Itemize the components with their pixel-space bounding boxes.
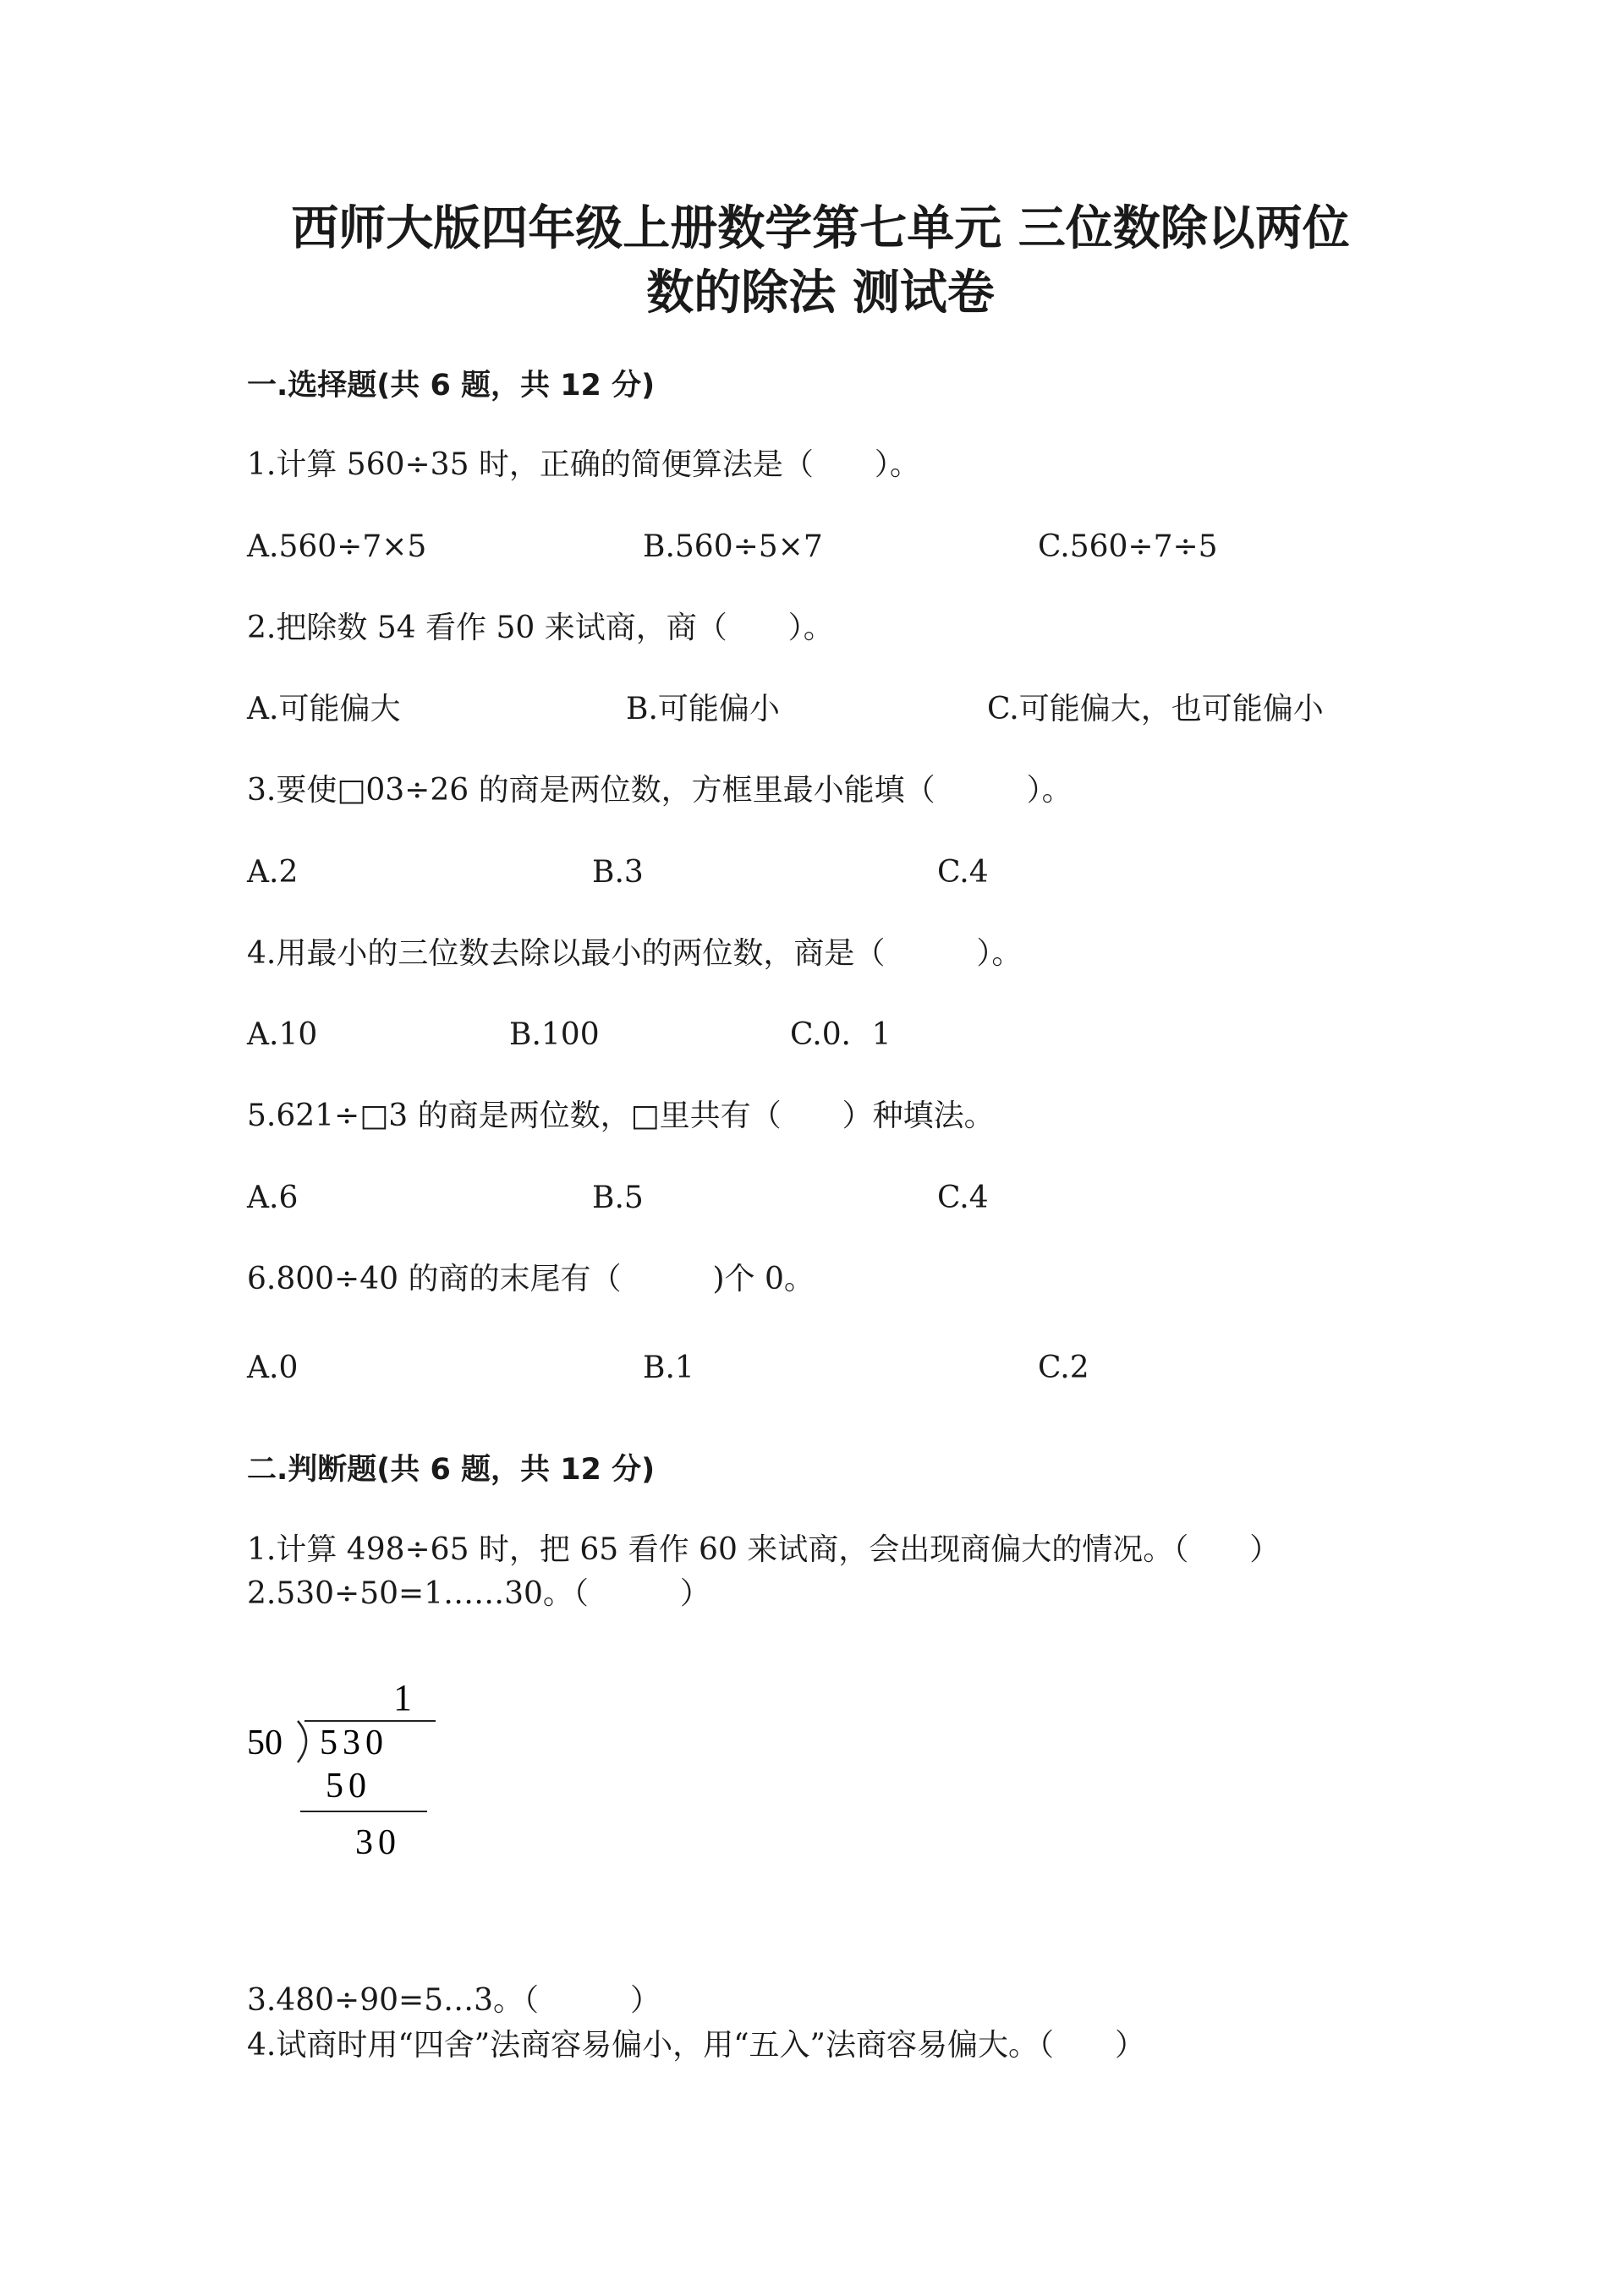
choice-question-2: 2.把除数 54 看作 50 来试商，商（ ）。 [247,611,834,645]
choice-question-6: 6.800÷40 的商的末尾有（ )个 0。 [247,1262,815,1296]
choice-q3-option-c: C.4 [937,855,989,890]
choice-q5-option-c: C.4 [937,1181,989,1215]
choice-q3-option-a: A.2 [247,855,299,890]
judgement-question-1: 1.计算 498÷65 时，把 65 看作 60 来试商，会出现商偏大的情况。（ ） [247,1532,1281,1567]
choice-q6-option-a: A.0 [247,1351,299,1385]
long-division-figure [245,1674,448,1894]
choice-q4-option-b: B.100 [509,1017,600,1052]
choice-q3-option-b: B.3 [592,855,644,890]
division-dividend: 530 [320,1723,388,1762]
choice-q1-option-c: C.560÷7÷5 [1038,529,1218,564]
division-bracket [298,1721,306,1762]
choice-q1-option-a: A.560÷7×5 [247,529,427,564]
division-quotient: 1 [393,1677,412,1718]
choice-q1-option-b: B.560÷5×7 [643,529,823,564]
division-product: 50 [326,1767,371,1806]
long-division-svg [245,1674,448,1894]
division-divisor: 50 [247,1723,283,1762]
judgement-question-2: 2.530÷50=1……30。（ ） [247,1576,710,1611]
page-title-line-2: 数的除法 测试卷 [646,265,995,321]
choice-q4-option-c: C.0．1 [790,1017,892,1052]
choice-q2-option-c: C.可能偏大，也可能偏小 [987,692,1324,726]
choice-q6-option-b: B.1 [643,1351,694,1385]
choice-q2-option-b: B.可能偏小 [626,692,780,726]
division-remainder: 30 [355,1823,401,1862]
choice-question-4: 4.用最小的三位数去除以最小的两位数，商是（ ）。 [247,936,1023,971]
choice-q6-option-c: C.2 [1038,1351,1089,1385]
judgement-question-3: 3.480÷90=5…3。（ ） [247,1983,661,2018]
choice-q5-option-a: A.6 [247,1181,299,1215]
page-title-line-1: 西师大版四年级上册数学第七单元 三位数除以两位 [291,200,1350,256]
choice-question-1: 1.计算 560÷35 时，正确的简便算法是（ ）。 [247,447,920,482]
section-heading-choice: 一.选择题(共 6 题，共 12 分) [247,369,656,403]
section-heading-judgement: 二.判断题(共 6 题，共 12 分) [247,1453,656,1487]
choice-question-3: 3.要使□03÷26 的商是两位数，方框里最小能填（ ）。 [247,773,1073,808]
judgement-question-4: 4.试商时用“四舍”法商容易偏小，用“五入”法商容易偏大。（ ） [247,2028,1145,2063]
choice-q4-option-a: A.10 [247,1017,318,1052]
choice-q2-option-a: A.可能偏大 [247,692,401,726]
choice-q5-option-b: B.5 [592,1181,644,1215]
choice-question-5: 5.621÷□3 的商是两位数，□里共有（ ）种填法。 [247,1099,995,1133]
